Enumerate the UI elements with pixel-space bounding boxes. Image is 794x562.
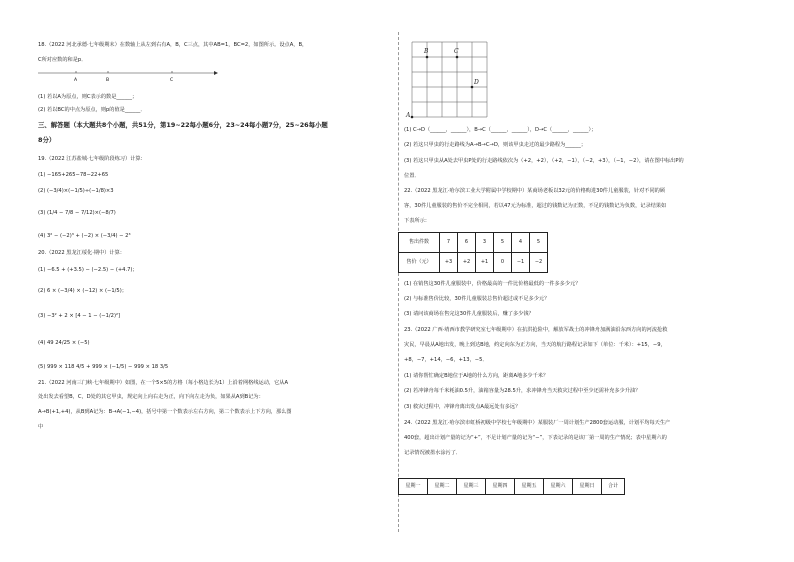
table-cell: 0 — [494, 253, 512, 273]
q23-sub-3: (3) 救灾过程中，冲锋舟离出发点A最远处有多远？ — [404, 404, 521, 410]
q21-sub-3-line-1: (3) 若这只甲虫从A处去甲虫P处的行走路线依次为（+2，+2），（+2，−1），（−2，+3），（−1，−2），请在图中标出P的 — [404, 158, 684, 164]
table-cell: +2 — [458, 253, 476, 273]
weekday-header-cell: 星期一 — [399, 479, 428, 495]
q21-line-1: 21.（2022 河南三门峡·七年级期中）如图，在一个5×5的方格（每小格边长为1）上沿着网格线运动，它从A — [38, 380, 289, 386]
q21-line-2: 处出发去看望B，C，D处的其它甲虫，规定向上向右走为正，向下向左走为负，如果从A到B记为： — [38, 394, 264, 400]
q20-part-4: (4) 49 24/25 × (−5) — [38, 340, 90, 346]
table-cell: −2 — [530, 253, 548, 273]
weekday-header-cell: 星期二 — [428, 479, 457, 495]
weekday-table — [398, 478, 625, 495]
table-header-cell: 售出件数 — [399, 233, 440, 253]
table-cell: +3 — [440, 253, 458, 273]
q21-line-4: 中 — [38, 424, 44, 430]
q24-line-3: 记录情况被墨水涂污了． — [404, 450, 462, 456]
q19-part-3: (3) (1/4 − 7/8 − 7/12)×(−8/7) — [38, 210, 116, 216]
q18-line-1: 18.（2022 河北承德·七年级期末）在数轴上从左到右有A，B，C三点，其中AB=1，BC=2，如图所示。设点A，B， — [38, 42, 308, 48]
q20-part-3: (3) −3² + 2 × [4 − 1 − (−1/2)²] — [38, 313, 121, 319]
grid-figure — [408, 38, 488, 118]
q19-title: 19.（2022 江苏盐城·七年级阶段练习）计算： — [38, 156, 146, 162]
q18-sub-1: (1) 若以A为原点，则C表示的数是______； — [38, 94, 138, 100]
q20-part-2: (2) 6 × (−3/4) × (−12) × (−1/5)； — [38, 288, 127, 294]
point-d — [471, 86, 474, 89]
q24-line-2: 400套，超出计划产量的记为“+”，不足计划产量的记为“−”，下表记录的是该厂第一周的生产情况；表中星期六的 — [404, 435, 667, 441]
q18-line-2: C所对应数的和是p． — [38, 57, 87, 63]
q22-sub-2: (2) 与标准售价比较，30件儿童服装总售价超过或不足多少元？ — [404, 296, 550, 302]
q19-part-4: (4) 3² − (−2)³ + (−2) × (−3/4) − 2³ — [38, 233, 131, 239]
weekday-header-cell: 星期四 — [486, 479, 515, 495]
q19-part-2: (2) (−3/4)×(−1/5)÷(−1/8)×3 — [38, 188, 114, 194]
table-cell: +1 — [476, 253, 494, 273]
numline-label-a: A — [74, 78, 78, 83]
table-cell: 7 — [440, 233, 458, 253]
table-cell: 6 — [458, 233, 476, 253]
q23-sub-1: (1) 请你帮忙确定B地位于A地的什么方向，距离A地多少千米？ — [404, 373, 549, 379]
total-header-cell: 合计 — [602, 479, 625, 495]
q23-line-1: 23.（2022 广西·靖西市教学研究室七年级期中）在抗洪抢险中，解放军战士的冲锋舟加满油沿东西方向的河流抢救 — [404, 327, 668, 333]
q22-line-3: 下表所示： — [404, 218, 430, 224]
q22-sub-1: (1) 在销售这30件儿童服装中，价格最高的一件比价格最低的一件多多少元？ — [404, 281, 581, 287]
number-line — [38, 68, 218, 84]
q20-title: 20.（2022 黑龙江绥化·期中）计算： — [38, 250, 125, 256]
table-cell: 5 — [494, 233, 512, 253]
q19-part-1: (1) −165+265−78−22+65 — [38, 172, 109, 178]
grid-label-a: A — [406, 112, 411, 119]
q21-line-3: A→B(+1,+4)，从B到A记为：B→A(−1,−4)，括号中第一个数表示左右方向，第二个数表示上下方向，那么图 — [38, 409, 292, 415]
weekday-header-cell: 星期三 — [457, 479, 486, 495]
q18-sub-2: (2) 若以BC的中点为原点，则p的值是______． — [38, 107, 146, 113]
q21-sub-2: (2) 若这只甲虫的行走路线为A→B→C→D，则该甲虫走过的最少路程为______； — [404, 142, 587, 148]
weekday-header-cell: 星期六 — [544, 479, 573, 495]
q22-line-1: 22.（2022 黑龙江·哈尔滨工业大学附属中学校期中）某商场老板以32元的价格购进30件儿童服装，针对不同的顾 — [404, 188, 666, 194]
section3-heading-2: 8分） — [38, 136, 56, 144]
grid-label-c: C — [454, 48, 459, 55]
q24-line-1: 24.（2022 黑龙江·哈尔滨市虹桥初级中学校七年级期中）某服装厂一周计划生产2800套运动服，计划平均每天生产 — [404, 420, 671, 426]
sales-table — [398, 232, 548, 273]
grid-label-b: B — [424, 48, 429, 55]
section3-heading-1: 三、解答题（本大题共8个小题，共51分，第19~22每小题6分，23~24每小题7分，25~26每小题 — [38, 121, 328, 129]
weekday-header-cell: 星期五 — [515, 479, 544, 495]
right-column — [398, 0, 794, 562]
q21-sub-1: (1) C→D（______，______），B→C（______，______），D→C（______，______）； — [404, 127, 597, 133]
q20-part-5: (5) 999 × 118 4/5 + 999 × (−1/5) − 999 × 18 3/5 — [38, 364, 169, 370]
q21-sub-3-line-2: 位置． — [404, 173, 420, 179]
table-cell: −1 — [512, 253, 530, 273]
grid-label-d: D — [474, 79, 479, 86]
table-cell: 5 — [530, 233, 548, 253]
numline-label-b: B — [106, 78, 110, 83]
weekday-header-cell: 星期日 — [573, 479, 602, 495]
q20-part-1: (1) −6.5 + (+3.5) − (−2.5) − (+4.7)； — [38, 267, 138, 273]
q23-line-3: +8，−7，+14，−6，+13，−5． — [404, 357, 488, 363]
q23-sub-2: (2) 若冲锋舟每千米耗油0.5升，油箱容量为28.5升，求冲锋舟当天救灾过程中至少还需补充多少升油？ — [404, 388, 641, 394]
table-header-cell: 售价（元） — [399, 253, 440, 273]
point-b — [426, 56, 429, 59]
point-a — [411, 116, 414, 119]
q22-line-2: 客，30件儿童服装的售价不完全相同，若以47元为标准，超过的钱数记为正数，不足的钱数记为负数，记录结果如 — [404, 203, 667, 209]
table-cell: 3 — [476, 233, 494, 253]
numline-label-c: C — [170, 78, 174, 83]
point-c — [456, 56, 459, 59]
q23-line-2: 灾民，早晨从A地出发，晚上到达B地，约定向东为正方向，当天的航行路程记录如下（单位：千米）：+15，−9， — [404, 342, 666, 348]
table-cell: 4 — [512, 233, 530, 253]
q22-sub-3: (3) 请问该商场在售完这30件儿童服装后，赚了多少钱？ — [404, 311, 534, 317]
